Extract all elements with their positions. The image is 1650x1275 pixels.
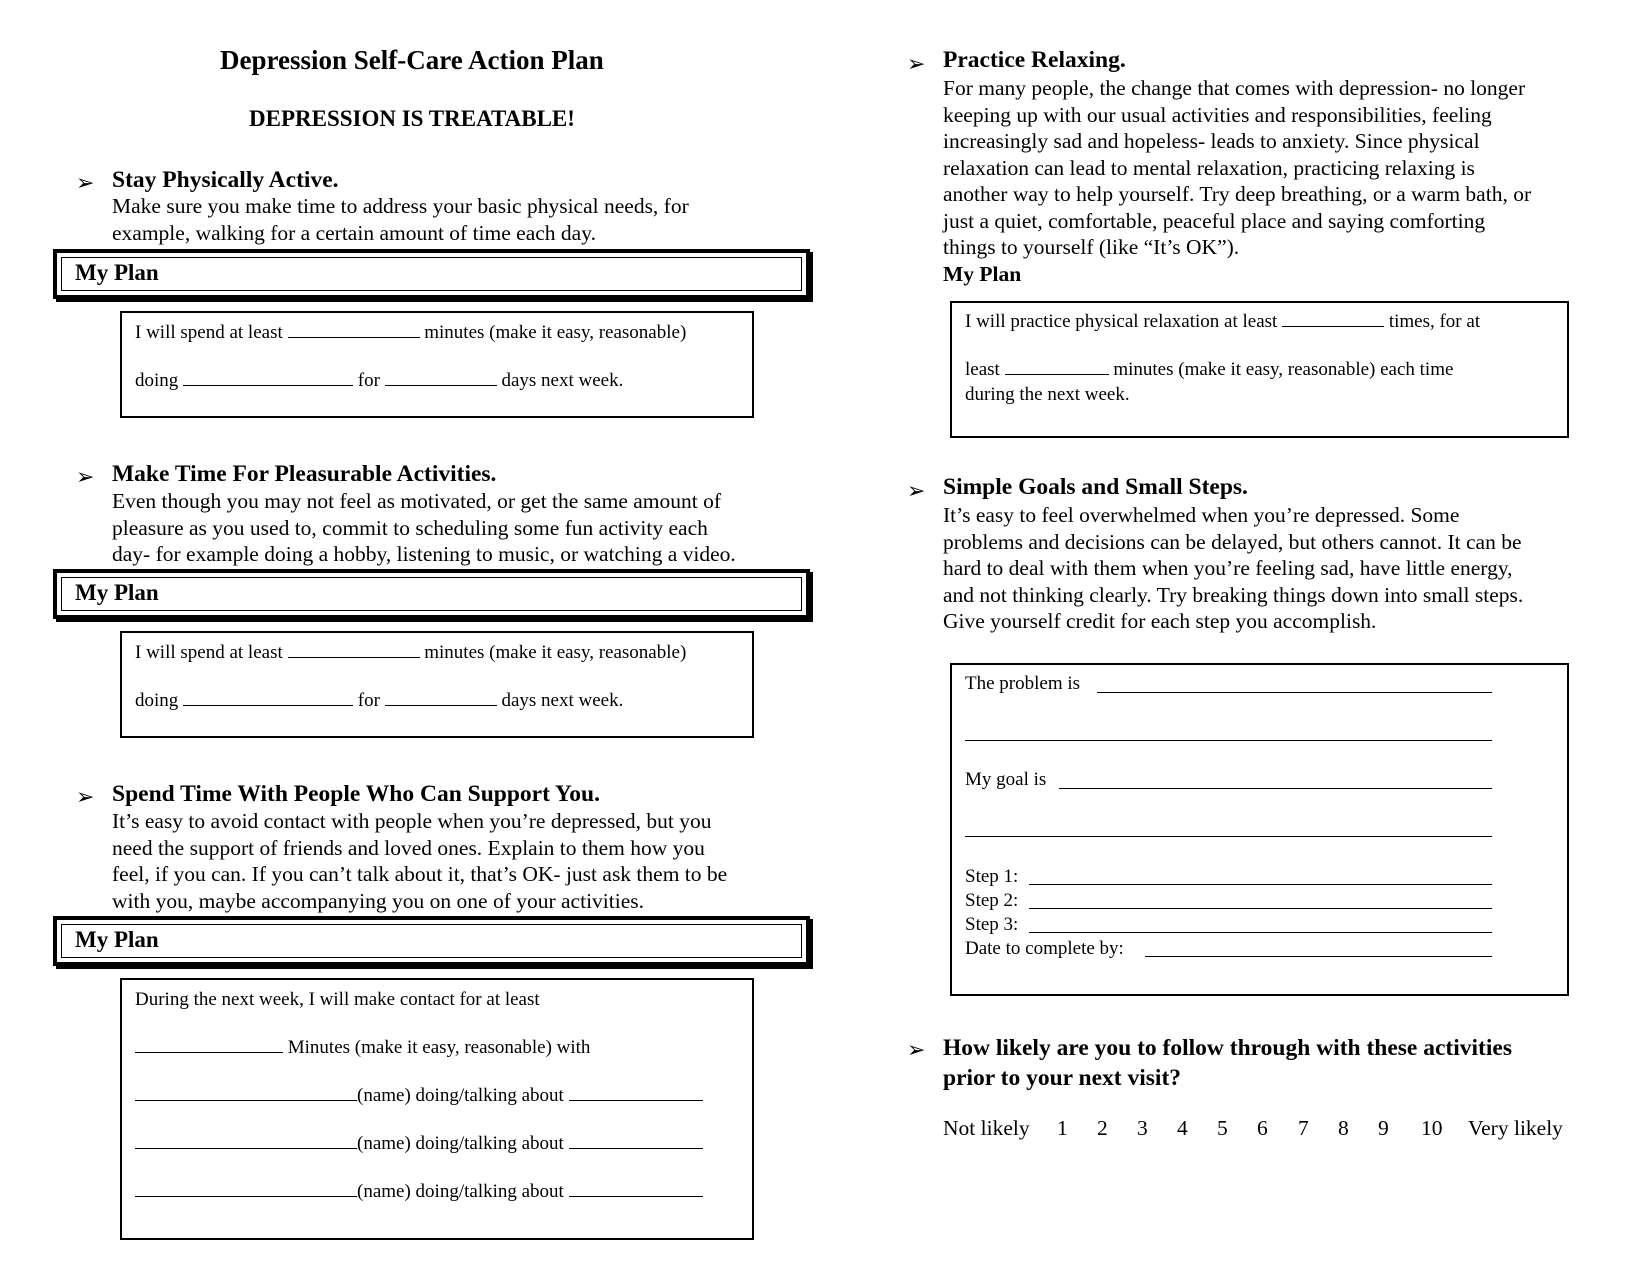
form-text: (name) doing/talking about <box>357 1085 564 1106</box>
section-heading-likely <box>943 1033 1512 1093</box>
text-line: relaxation can lead to mental relaxation, practicing relaxing is <box>943 155 1475 180</box>
text-line: increasingly sad and hopeless- leads to anxiety. Since physical <box>943 129 1480 153</box>
problem-input[interactable] <box>1097 692 1492 693</box>
form-line <box>135 1133 703 1155</box>
my-plan-label: My Plan <box>75 927 159 952</box>
form-line <box>135 322 686 344</box>
minutes-input[interactable] <box>288 322 420 338</box>
date-label: Date to complete by: <box>965 938 1124 959</box>
scale-label-low: Not likely <box>943 1116 1030 1140</box>
scale-option-9[interactable]: 9 <box>1378 1116 1389 1140</box>
form-text: Minutes (make it easy, reasonable) with <box>287 1037 591 1058</box>
text-line: just a quiet, comfortable, peaceful place and saying comforting <box>943 208 1486 233</box>
form-text: I will spend at least <box>135 642 283 663</box>
name-input[interactable] <box>135 1085 357 1101</box>
form-text: (name) doing/talking about <box>357 1181 564 1202</box>
form-text: doing <box>135 690 179 711</box>
heading-line: prior to your next visit? <box>943 1065 1182 1091</box>
section-heading-active: Stay Physically Active. <box>112 167 339 193</box>
form-text: minutes (make it easy, reasonable) each time <box>1113 359 1454 380</box>
scale-option-4[interactable]: 4 <box>1177 1116 1188 1140</box>
minutes-input[interactable] <box>1005 359 1109 375</box>
scale-option-2[interactable]: 2 <box>1097 1116 1108 1140</box>
text-line: pleasure as you used to, commit to scheduling some fun activity each <box>112 515 708 540</box>
text-line: It’s easy to feel overwhelmed when you’re depressed. Some <box>943 503 1460 527</box>
name-input[interactable] <box>135 1133 357 1149</box>
text-line: and not thinking clearly. Try breaking things down into small steps. <box>943 582 1524 607</box>
days-input[interactable] <box>385 690 497 706</box>
bullet-arrow-icon: ➢ <box>76 784 95 809</box>
form-text: days next week. <box>501 690 624 711</box>
text-line: Even though you may not feel as motivated, or get the same amount of <box>112 489 722 513</box>
date-input[interactable] <box>1145 956 1492 957</box>
step2-input[interactable] <box>1029 908 1492 909</box>
activity-input[interactable] <box>183 690 353 706</box>
form-line <box>135 642 686 664</box>
form-line <box>965 311 1480 333</box>
text-line: feel, if you can. If you can’t talk about it, that’s OK- just ask them to be <box>112 862 728 886</box>
form-line <box>965 359 1453 381</box>
text-line: Make sure you make time to address your basic physical needs, for <box>112 194 689 218</box>
form-text: I will practice physical relaxation at least <box>965 311 1278 332</box>
text-line: with you, maybe accompanying you on one of your activities. <box>112 888 644 913</box>
days-input[interactable] <box>385 370 497 386</box>
text-line: day- for example doing a hobby, listening to music, or watching a video. <box>112 542 736 566</box>
step3-input[interactable] <box>1029 932 1492 933</box>
scale-option-3[interactable]: 3 <box>1137 1116 1148 1140</box>
times-input[interactable] <box>1282 311 1384 327</box>
scale-option-6[interactable]: 6 <box>1257 1116 1268 1140</box>
minutes-input[interactable] <box>135 1037 283 1053</box>
form-line <box>135 1181 703 1203</box>
form-text: times, for at <box>1388 311 1481 332</box>
form-text: for <box>357 370 380 391</box>
section-text-relax <box>943 75 1531 261</box>
form-text: for <box>357 690 380 711</box>
section-heading-pleasure: Make Time For Pleasurable Activities. <box>112 461 497 487</box>
bullet-arrow-icon: ➢ <box>907 478 926 503</box>
section-heading-support: Spend Time With People Who Can Support You. <box>112 781 600 807</box>
my-plan-bar <box>53 249 810 299</box>
problem-label: The problem is <box>965 673 1081 694</box>
my-plan-bar <box>53 916 810 966</box>
my-plan-label: My Plan <box>75 580 159 605</box>
form-text: minutes (make it easy, reasonable) <box>424 322 687 343</box>
form-text: minutes (make it easy, reasonable) <box>424 642 687 663</box>
text-line: another way to help yourself. Try deep breathing, or a warm bath, or <box>943 182 1532 206</box>
page-title: Depression Self-Care Action Plan <box>220 45 604 75</box>
form-line <box>135 1037 590 1059</box>
minutes-input[interactable] <box>288 642 420 658</box>
section-text-pleasure <box>112 488 736 568</box>
text-line: Give yourself credit for each step you accomplish. <box>943 609 1377 633</box>
heading-line: How likely are you to follow through with these activities <box>943 1035 1512 1061</box>
page-subtitle: DEPRESSION IS TREATABLE! <box>249 106 575 131</box>
step1-input[interactable] <box>1029 884 1492 885</box>
text-line: example, walking for a certain amount of time each day. <box>112 220 596 245</box>
step3-label: Step 3: <box>965 914 1019 935</box>
text-line: things to yourself (like “It’s OK”). <box>943 235 1240 259</box>
my-plan-label: My Plan <box>75 260 159 285</box>
section-text-active <box>112 193 689 246</box>
my-plan-bar <box>53 569 810 619</box>
text-line: need the support of friends and loved ones. Explain to them how you <box>112 835 705 860</box>
step2-label: Step 2: <box>965 890 1019 911</box>
step1-label: Step 1: <box>965 866 1019 887</box>
topic-input[interactable] <box>569 1085 703 1101</box>
form-text: (name) doing/talking about <box>357 1133 564 1154</box>
topic-input[interactable] <box>569 1181 703 1197</box>
goal-input-continued[interactable] <box>965 836 1492 837</box>
form-text: doing <box>135 370 179 391</box>
form-line: During the next week, I will make contact for at least <box>135 989 540 1010</box>
bullet-arrow-icon: ➢ <box>76 464 95 489</box>
form-line <box>135 370 623 392</box>
scale-option-1[interactable]: 1 <box>1057 1116 1068 1140</box>
text-line: keeping up with our usual activities and responsibilities, feeling <box>943 102 1492 127</box>
form-text: I will spend at least <box>135 322 283 343</box>
problem-input-continued[interactable] <box>965 740 1492 741</box>
text-line: hard to deal with them when you’re feeling sad, have little energy, <box>943 556 1513 580</box>
bullet-arrow-icon: ➢ <box>907 51 926 76</box>
form-text: least <box>965 359 1000 380</box>
form-line <box>135 690 623 712</box>
section-heading-relax: Practice Relaxing. <box>943 47 1126 73</box>
scale-option-10[interactable]: 10 <box>1421 1116 1443 1140</box>
scale-option-7[interactable]: 7 <box>1298 1116 1309 1140</box>
form-text: days next week. <box>501 370 624 391</box>
form-line: during the next week. <box>965 384 1130 405</box>
scale-label-high: Very likely <box>1468 1116 1563 1140</box>
scale-option-8[interactable]: 8 <box>1338 1116 1349 1140</box>
section-heading-goals: Simple Goals and Small Steps. <box>943 474 1248 500</box>
section-text-support <box>112 808 727 914</box>
scale-option-5[interactable]: 5 <box>1217 1116 1228 1140</box>
activity-input[interactable] <box>183 370 353 386</box>
my-plan-label: My Plan <box>943 262 1022 286</box>
section-text-goals <box>943 502 1523 635</box>
text-line: problems and decisions can be delayed, but others cannot. It can be <box>943 529 1522 554</box>
form-line <box>135 1085 703 1107</box>
goal-input[interactable] <box>1059 788 1492 789</box>
text-line: For many people, the change that comes with depression- no longer <box>943 76 1526 100</box>
name-input[interactable] <box>135 1181 357 1197</box>
bullet-arrow-icon: ➢ <box>76 170 95 195</box>
goal-label: My goal is <box>965 769 1047 790</box>
topic-input[interactable] <box>569 1133 703 1149</box>
bullet-arrow-icon: ➢ <box>907 1037 926 1062</box>
text-line: It’s easy to avoid contact with people when you’re depressed, but you <box>112 809 712 833</box>
